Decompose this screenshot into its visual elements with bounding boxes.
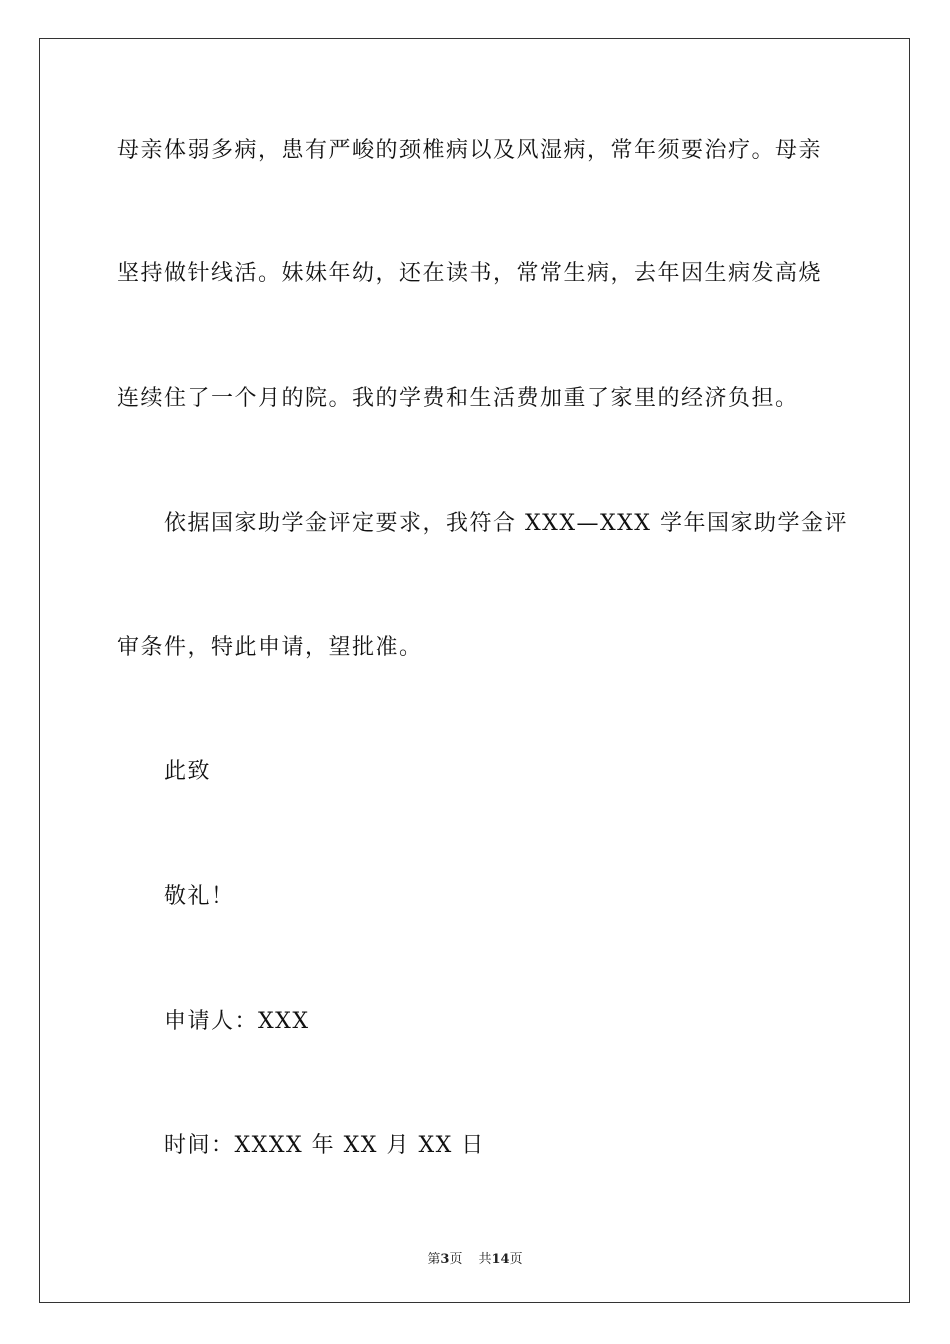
closing-respect: 敬礼！ — [164, 884, 235, 909]
page-border — [39, 38, 910, 1303]
body-text-line: 审条件，特此申请，望批准。 — [117, 635, 423, 660]
page-number: 3 — [440, 1252, 450, 1267]
body-text-line: 母亲体弱多病，患有严峻的颈椎病以及风湿病，常年须要治疗。母亲 — [117, 138, 823, 163]
page-prefix: 第 — [427, 1252, 441, 1267]
total-suffix: 页 — [509, 1252, 523, 1267]
total-pages: 14 — [491, 1252, 510, 1267]
closing-salutation: 此致 — [164, 759, 212, 784]
applicant-signature: 申请人：XXX — [164, 1009, 310, 1034]
body-text-line: 依据国家助学金评定要求，我符合 XXX—XXX 学年国家助学金评 — [164, 511, 848, 536]
total-prefix: 共 — [478, 1252, 492, 1267]
application-date: 时间：XXXX 年 XX 月 XX 日 — [164, 1133, 485, 1158]
body-text-line: 坚持做针线活。妹妹年幼，还在读书，常常生病，去年因生病发高烧 — [117, 261, 823, 286]
page-suffix: 页 — [449, 1252, 463, 1267]
page-footer — [0, 1248, 950, 1267]
body-text-line: 连续住了一个月的院。我的学费和生活费加重了家里的经济负担。 — [117, 386, 799, 411]
